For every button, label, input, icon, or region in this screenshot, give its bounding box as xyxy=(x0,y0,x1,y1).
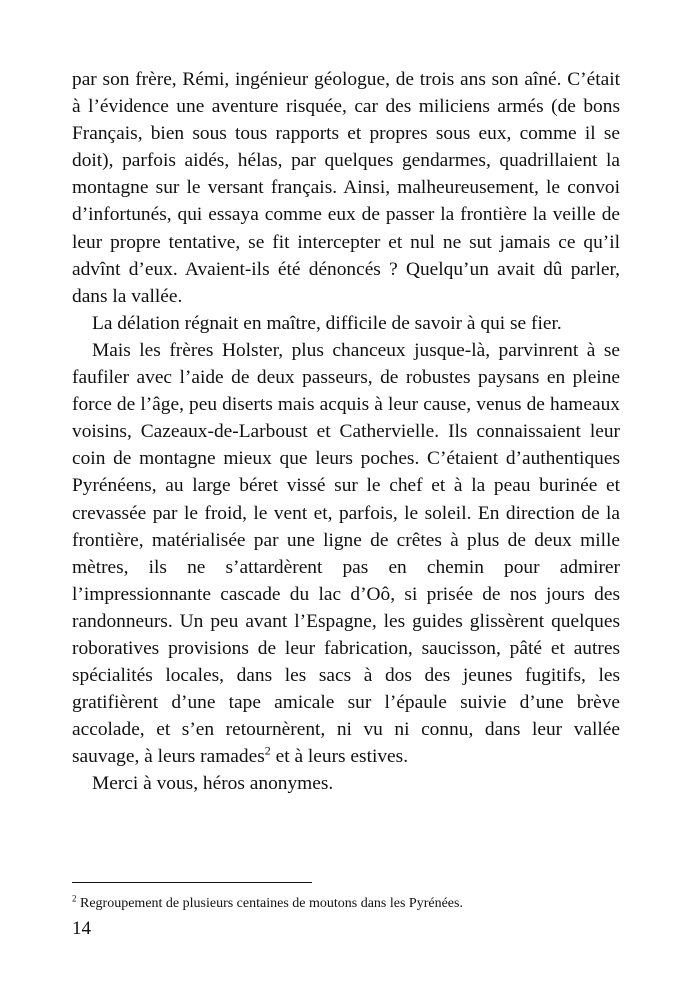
paragraph-3-text-a: Mais les frères Holster, plus chanceux jusque-là, parvinrent à se faufiler avec l’aide de deux passeurs, de robustes paysans en pleine force de l’âge, peu diserts mais acquis à leur cause, venus de hameaux voisins, Cazeaux-de-Larboust et Cathervielle. Ils connaissaient leur coin de montagne mieux que leurs poches. C’étaient d’authentiques Pyrénéens, au large béret vissé sur le chef et à la peau burinée et crevassée par le froid, le vent et, parfois, le soleil. En direction de la frontière, matérialisée par une ligne de crêtes à plus de deux mille mètres, ils ne s’attardèrent pas en chemin pour admirer l’impressionnante cascade du lac d’Oô, si prisée de nos jours des randonneurs. Un peu avant l’Espagne, les guides glissèrent quelques roboratives provisions de leur fabrication, saucisson, pâté et autres spécialités locales, dans les sacs à dos des jeunes fugitifs, les gratifièrent d’une tape amicale sur l’épaule suivie d’une brève accolade, et s’en retournèrent, ni vu ni connu, dans leur vallée sauvage, à leurs ramades xyxy=(72,339,620,768)
footnote-reference: 2 xyxy=(264,743,271,758)
footnote-marker: 2 xyxy=(72,893,77,904)
paragraph-1: par son frère, Rémi, ingénieur géologue, de trois ans son aîné. C’était à l’évidence une aventure risquée, car des miliciens armés (de bons Français, bien sous tous rapports et propres sous eux, comme il se doit), parfois aidés, hélas, par quelques gendarmes, quadrillaient la montagne sur le versant français. Ainsi, malheureusement, le convoi d’infortunés, qui essaya comme eux de passer la frontière la veille de leur propre tentative, se fit intercepter et nul ne sut jamais ce qu’il advînt d’eux. Avaient-ils été dénoncés ? Quelqu’un avait dû parler, dans la vallée. xyxy=(72,69,620,307)
footnote-divider xyxy=(72,882,312,883)
page-number: 14 xyxy=(72,918,91,939)
paragraph-4: Merci à vous, héros anonymes. xyxy=(92,773,334,795)
paragraph-3 xyxy=(72,337,620,771)
footnote xyxy=(72,895,632,913)
paragraph-3-text-b: et à leurs estives. xyxy=(270,746,409,768)
book-page-body xyxy=(72,66,620,798)
paragraph-2: La délation régnait en maître, difficile de savoir à qui se fier. xyxy=(92,312,562,334)
footnote-text: Regroupement de plusieurs centaines de moutons dans les Pyrénées. xyxy=(76,896,463,911)
